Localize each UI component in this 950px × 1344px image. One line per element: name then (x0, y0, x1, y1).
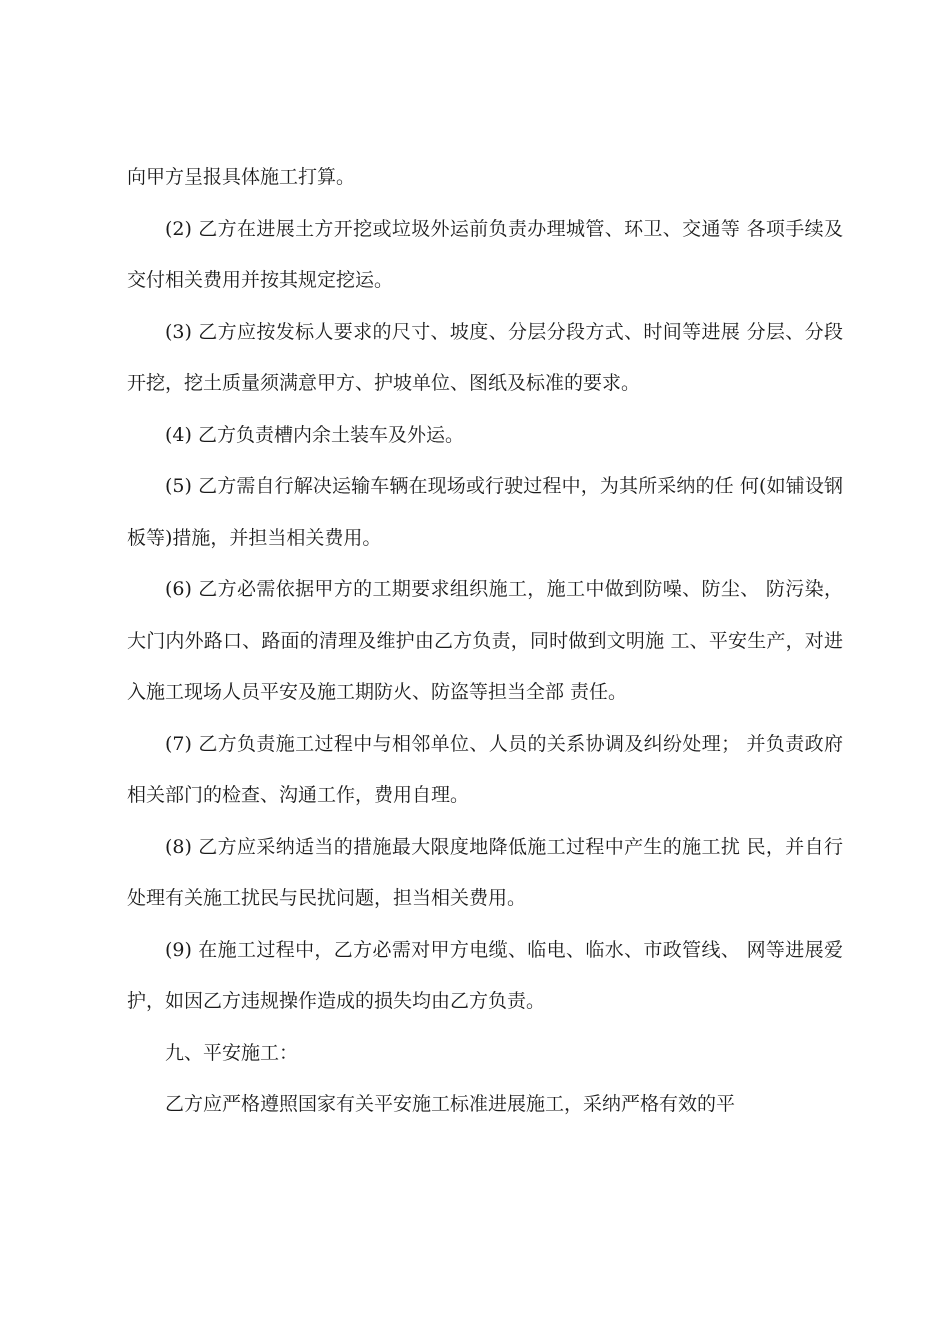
paragraph-clause-9: (9) 在施工过程中，乙方必需对甲方电缆、临电、临水、市政管线、 网等进展爱护，如因乙方违规操作造成的损失均由乙方负责。 (127, 938, 843, 1012)
paragraph-safety-intro: 乙方应严格遵照国家有关平安施工标准进展施工，采纳严格有效的平 (165, 1093, 736, 1115)
paragraph-clause-5: (5) 乙方需自行解决运输车辆在现场或行驶过程中，为其所采纳的任 何(如铺设钢板等)措施，并担当相关费用。 (127, 475, 843, 549)
paragraph-clause-6: (6) 乙方必需依据甲方的工期要求组织施工，施工中做到防噪、防尘、 防污染，大门内外路口、路面的清理及维护由乙方负责，同时做到文明施 工、平安生产，对进入施工现场人员平安及施工期防火、防盗等担当全部 责任。 (127, 578, 843, 703)
paragraph-clause-2: (2) 乙方在进展土方开挖或垃圾外运前负责办理城管、环卫、交通等 各项手续及交付相关费用并按其规定挖运。 (127, 217, 843, 291)
section-heading-nine: 九、平安施工： (165, 1041, 299, 1064)
paragraph-clause-4: (4) 乙方负责槽内余土装车及外运。 (165, 423, 464, 446)
paragraph-clause-3: (3) 乙方应按发标人要求的尺寸、坡度、分层分段方式、时间等进展 分层、分段开挖，挖土质量须满意甲方、护坡单位、图纸及标准的要求。 (127, 320, 843, 394)
paragraph-continuation: 向甲方呈报具体施工打算。 (127, 166, 356, 188)
document-body (127, 152, 843, 1131)
paragraph-clause-7: (7) 乙方负责施工过程中与相邻单位、人员的关系协调及纠纷处理； 并负责政府相关部门的检查、沟通工作，费用自理。 (127, 732, 843, 806)
paragraph-clause-8: (8) 乙方应采纳适当的措施最大限度地降低施工过程中产生的施工扰 民，并自行处理有关施工扰民与民扰问题，担当相关费用。 (127, 835, 843, 909)
